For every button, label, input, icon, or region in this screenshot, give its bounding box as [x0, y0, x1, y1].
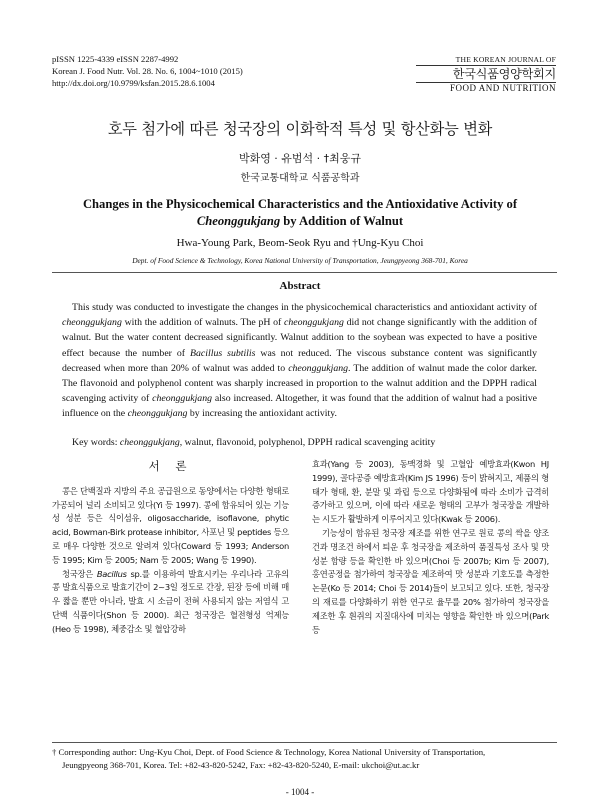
paper-title-english [60, 196, 540, 229]
abstract-body [62, 300, 537, 422]
title-en-line1: Changes in the Physicochemical Characteristics and the Antioxidative Activity of [82, 197, 518, 211]
abstract-text: by increasing the antioxidant activity. [187, 408, 337, 420]
abstract-text: also increased. Altogether, it was found that the addition of walnut had a positive influence on the [62, 393, 538, 420]
publication-meta [52, 53, 243, 90]
doi-link[interactable]: http://dx.doi.org/10.9799/ksfan.2015.28.6.1004 [52, 78, 215, 89]
abstract-paragraph [62, 300, 537, 422]
keyword-italic: cheonggukjang [119, 437, 180, 448]
body-paragraph: 콩은 단백질과 지방의 주요 공급원으로 동양에서는 다양한 형태로 가공되어 널리 소비되고 있다(Yi 등 1997). 콩에 함유되어 있는 기능성 성분 등은 식이섬유, oligosaccharide, isoflavone, phytic acid, Bowman-Birk protease inhibitor, 사포닌 및 peptides 등으로 매우 다양한 것으로 알려져 있다(Coward 등 1993; Anderson 등 1995; Kim 등 2005; Nam 등 2005; Wang 등 1990). [52, 485, 289, 565]
citation-line: Korean J. Food Nutr. Vol. 28. No. 6, 1004~1010 (2015) [52, 66, 243, 77]
authors-english: Hwa-Young Park, Beom-Seok Ryu and †Ung-Kyu Choi [176, 237, 424, 249]
abstract-text: was not reduced. The viscous substance content was significantly decreased when more than 20% of walnut was added to [62, 347, 538, 374]
abstract-text: did not change significantly with the addition of walnut. But the water content decreased significantly. Walnut addition to the soybean was expected to have a positive effect because the number of [62, 317, 537, 359]
abstract-heading: Abstract [279, 280, 321, 292]
title-en-line2: by Addition of Walnut [280, 213, 404, 228]
abstract-text: This study was conducted to investigate the changes in the physicochemical characteristics and antioxidant activity of [72, 302, 537, 313]
footnote-line: Jeungpyeong 368-701, Korea. Tel: +82-43-820-5242, Fax: +82-43-820-5240, E-mail: ukchoi@ut.ac.kr [62, 760, 420, 770]
abstract-italic: Bacillus subtilis [190, 347, 256, 359]
abstract-italic: cheonggukjang [62, 317, 122, 329]
affiliation-korean: 한국교통대학교 식품공학과 [240, 173, 360, 184]
body-paragraph [52, 568, 289, 637]
affiliation-english: Dept. of Food Science & Technology, Korea National University of Transportation, Jeungpyeong 368-701, Korea [132, 256, 468, 265]
abstract-italic: cheonggukjang [288, 362, 349, 374]
keywords-list: , walnut, flavonoid, polyphenol, DPPH radical scavenging acitity [179, 437, 436, 448]
paper-title-korean: 호두 첨가에 따른 청국장의 이화학적 특성 및 항산화능 변화 [107, 120, 493, 138]
keywords-label: Key words: [72, 437, 120, 448]
abstract-text: with the addition of walnuts. The pH of [121, 317, 285, 329]
body-italic: Bacillus [96, 568, 127, 579]
section-heading-introduction: 서 론 [148, 459, 193, 473]
journal-logo [416, 55, 556, 93]
body-right-column [312, 458, 549, 637]
footnote-rule [52, 742, 557, 743]
abstract-italic: cheonggukjang [127, 408, 188, 420]
journal-name-en-bottom: FOOD AND NUTRITION [416, 82, 556, 93]
body-text: 청국장은 [62, 568, 97, 579]
authors-korean: 박화영 · 유범석 · †최웅규 [238, 152, 362, 165]
title-en-italic-term: Cheonggukjang [196, 213, 281, 228]
abstract-italic: cheonggukjang [284, 317, 344, 329]
issn-line: pISSN 1225-4339 eISSN 2287-4992 [52, 54, 179, 64]
body-paragraph: 효과(Yang 등 2003), 동맥경화 및 고혈압 예방효과(Kwon HJ 1999), 골다공증 예방효과(Kim JS 1996) 등이 밝혀지고, 제품의 형태가 형태, 환, 분말 및 과립 등으로 다양화됨에 따라 소비가 급격히 증가하고 있으며, 이에 따라 새로운 형태의 고부가 청국장을 개발하는 시도가 활발하게 이루어지고 있다(Kwak 등 2006). [312, 459, 549, 525]
abstract-top-rule [52, 272, 557, 273]
corresponding-author-footnote [52, 746, 557, 772]
keywords [62, 436, 537, 450]
body-left-column [52, 458, 289, 637]
journal-name-en-top: THE KOREAN JOURNAL OF [416, 55, 556, 66]
abstract-italic: cheonggukjang [152, 393, 212, 405]
body-paragraph: 기능성이 함유된 청국장 제조를 위한 연구로 원료 콩의 싹을 양조건과 명조건 하에서 틔운 후 청국장을 제조하여 품질특성 조사 및 맛 성분 함량 등을 확인한 바 있으며(Choi 등 2007b; Kim 등 2007), 홍연공정을 첨가하여 청국장을 제조하여 맛 성분과 기호도를 측정한 논문(Ko 등 2014; Choi 등 2014)들이 보고되고 있다. 또한, 청국장의 재료를 다양화하기 위한 연구로 율무를 20% 첨가하여 청국장을 제조한 후 흰쥐의 지질대사에 미치는 영향을 확인한 바 있으며(Park 등 [312, 527, 549, 635]
journal-name-ko: 한국식품영양학회지 [452, 67, 556, 81]
abstract-text: . The addition of walnut made the color darker. The flavonoid and polyphenol content was sharply increased in proportion to the walnut addition and the DPPH radical scavenging activity of [62, 362, 537, 405]
footnote-line: † Corresponding author: Ung-Kyu Choi, Dept. of Food Science & Technology, Korea National University of Transportation, [52, 747, 486, 757]
page-number: - 1004 - [285, 787, 315, 797]
body-text: sp.를 이용하여 발효시키는 우리나라 고유의 콩 발효식품으로 발효기간이 2~3일 정도로 간장, 된장 등에 비해 매우 짧을 뿐만 아니라, 발효 시 소금이 전혀 사용되지 않는 저염식 고단백 식품이다(Shon 등 2000). 최근 청국장은 혈전형성 억제능(Heo 등 1998), 체중감소 및 혈압강하 [52, 568, 289, 634]
